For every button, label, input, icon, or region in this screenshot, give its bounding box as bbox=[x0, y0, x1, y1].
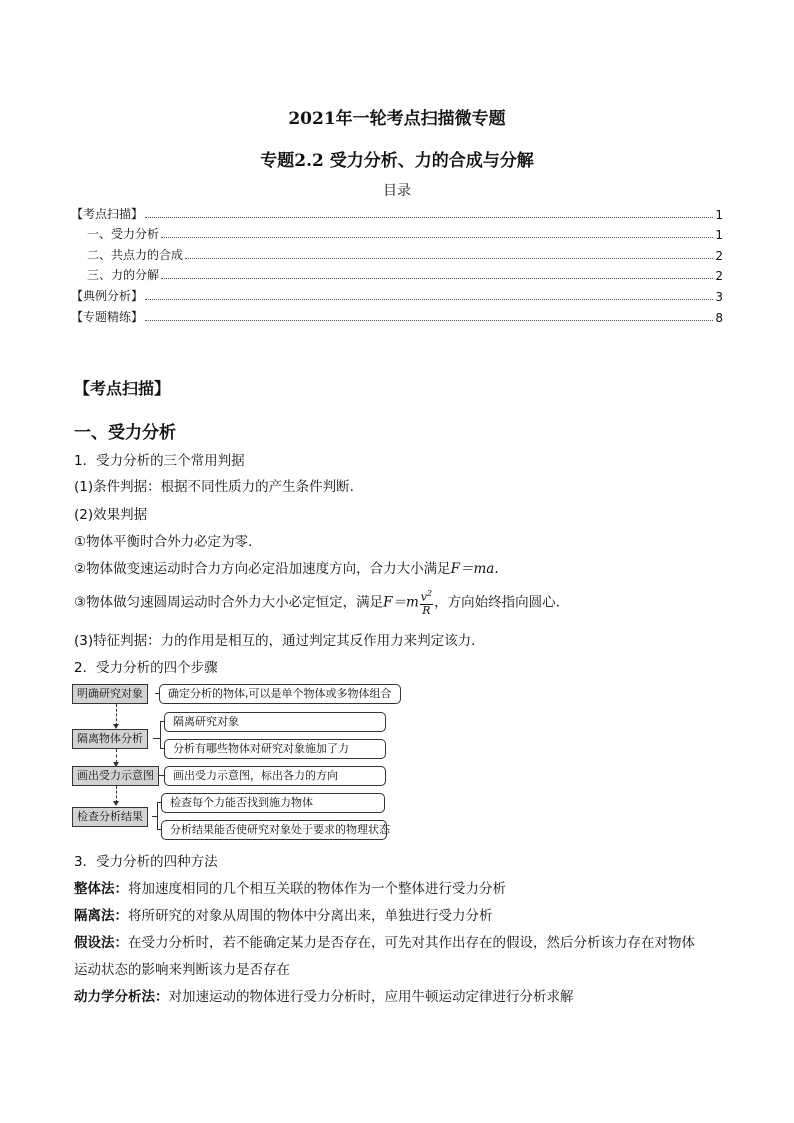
toc-heading: 目录 bbox=[383, 183, 411, 199]
toc-entry[interactable] bbox=[71, 222, 723, 243]
flow-desc: 确定分析的物体,可以是单个物体或多物体组合 bbox=[159, 684, 401, 704]
toc-entry[interactable] bbox=[71, 304, 723, 325]
paragraph: 运动状态的影响来判断该力是否存在 bbox=[74, 962, 290, 978]
toc-entry-label: 【考点扫描】 bbox=[71, 206, 144, 221]
toc-entry-page: 2 bbox=[715, 248, 723, 263]
exponent: 2 bbox=[427, 589, 433, 598]
paragraph: (3)特征判据：力的作用是相互的，通过判定其反作用力来判定该力． bbox=[74, 633, 485, 649]
paragraph: (1)条件判据：根据不同性质力的产生条件判断． bbox=[74, 479, 364, 495]
toc-leader bbox=[161, 237, 713, 238]
toc-entry-label: 【典例分析】 bbox=[71, 288, 144, 303]
toc-entry-label: 【专题精练】 bbox=[71, 309, 144, 324]
toc-entry[interactable] bbox=[71, 201, 723, 222]
toc-entry[interactable] bbox=[71, 283, 723, 304]
toc-entry-page: 2 bbox=[715, 269, 723, 284]
paragraph: 2．受力分析的四个步骤 bbox=[74, 660, 218, 676]
toc-entry[interactable] bbox=[71, 242, 723, 263]
toc-leader bbox=[161, 278, 713, 279]
flow-step-check: 检查分析结果 bbox=[72, 807, 148, 827]
toc-entry-label: 一、受力分析 bbox=[87, 227, 160, 242]
paragraph bbox=[74, 985, 574, 1005]
paragraph bbox=[74, 557, 499, 577]
table-of-contents bbox=[71, 201, 723, 325]
toc-entry-page: 1 bbox=[715, 228, 723, 243]
paragraph-text: ③物体做匀速圆周运动时合外力大小必定恒定，满足 bbox=[74, 594, 384, 611]
method-text: 在受力分析时，若不能确定某力是否存在，可先对其作出存在的假设，然后分析该力存在对物体 bbox=[128, 935, 695, 951]
method-term: 整体法： bbox=[74, 881, 128, 897]
fraction bbox=[420, 588, 433, 617]
flow-step-draw-diagram: 画出受力示意图 bbox=[72, 766, 159, 786]
paragraph bbox=[74, 877, 506, 897]
subsection-heading: 一、受力分析 bbox=[74, 423, 176, 443]
paragraph: ①物体平衡时合外力必定为零． bbox=[74, 534, 262, 550]
toc-entry-page: 1 bbox=[715, 207, 723, 222]
connector bbox=[157, 802, 158, 829]
toc-entry-page: 8 bbox=[715, 310, 723, 325]
toc-leader bbox=[145, 320, 713, 321]
document-subtitle: 专题2.2 受力分析、力的合成与分解 bbox=[260, 151, 534, 171]
method-text: 对加速运动的物体进行受力分析时，应用牛顿运动定律进行分析求解 bbox=[168, 989, 574, 1005]
toc-entry-label: 二、共点力的合成 bbox=[87, 247, 184, 262]
toc-entry-label: 三、力的分解 bbox=[87, 268, 160, 283]
toc-entry[interactable] bbox=[71, 263, 723, 284]
flow-arrow bbox=[116, 704, 117, 726]
flow-desc: 画出受力示意图，标出各力的方向 bbox=[164, 766, 386, 786]
toc-entry-page: 3 bbox=[715, 289, 723, 304]
connector bbox=[160, 721, 161, 748]
toc-leader bbox=[145, 299, 713, 300]
formula: F＝m bbox=[383, 594, 419, 611]
paragraph: 1．受力分析的三个常用判据 bbox=[74, 453, 245, 469]
flow-step-identify: 明确研究对象 bbox=[72, 684, 148, 704]
paragraph bbox=[74, 931, 695, 951]
method-term: 隔离法： bbox=[74, 908, 128, 924]
method-text: 将加速度相同的几个相互关联的物体作为一个整体进行受力分析 bbox=[128, 881, 506, 897]
formula: F＝ma. bbox=[450, 561, 499, 577]
toc-leader bbox=[145, 217, 713, 218]
flow-arrow bbox=[116, 749, 117, 763]
paragraph-text: ②物体做变速运动时合力方向必定沿加速度方向，合力大小满足 bbox=[74, 561, 451, 577]
fraction-denominator: R bbox=[422, 603, 431, 617]
flow-desc: 检查每个力能否找到施力物体 bbox=[161, 793, 385, 813]
paragraph-text: ，方向始终指向圆心． bbox=[434, 594, 570, 611]
method-text: 将所研究的对象从周围的物体中分离出来，单独进行受力分析 bbox=[128, 908, 493, 924]
fraction-numerator: v bbox=[420, 590, 427, 604]
paragraph: 3．受力分析的四种方法 bbox=[74, 854, 218, 870]
toc-leader bbox=[185, 258, 713, 259]
flow-desc: 隔离研究对象 bbox=[164, 712, 386, 732]
method-term: 动力学分析法： bbox=[74, 989, 169, 1005]
section-heading: 【考点扫描】 bbox=[74, 379, 171, 398]
flow-desc: 分析结果能否使研究对象处于要求的物理状态 bbox=[161, 820, 387, 840]
connector bbox=[153, 738, 160, 739]
flow-desc: 分析有哪些物体对研究对象施加了力 bbox=[164, 739, 386, 759]
method-term: 假设法： bbox=[74, 935, 128, 951]
paragraph bbox=[74, 904, 493, 924]
arrow-head-icon bbox=[113, 801, 119, 806]
document-title: 2021年一轮考点扫描微专题 bbox=[288, 109, 506, 129]
flow-step-isolate: 隔离物体分析 bbox=[72, 729, 148, 749]
paragraph bbox=[74, 588, 569, 617]
paragraph: (2)效果判据 bbox=[74, 507, 148, 523]
